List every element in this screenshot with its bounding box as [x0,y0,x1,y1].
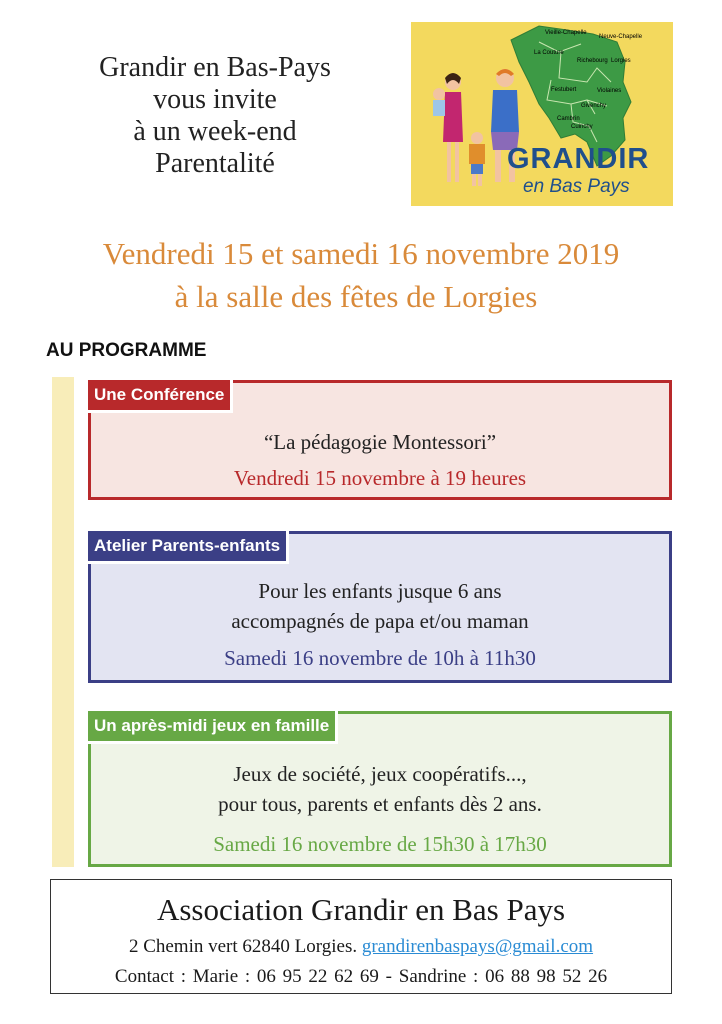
invitation-heading [40,52,390,180]
program-item-schedule: Samedi 16 novembre de 15h30 à 17h30 [213,832,547,856]
heading-line: Grandir en Bas-Pays [99,52,331,83]
postal-address: 2 Chemin vert 62840 Lorgies. [128,936,358,957]
program-title: AU PROGRAMME [46,340,207,361]
town-label: Cambrin [557,116,580,122]
program-item-tab: Une Conférence [88,380,233,413]
program-item-description: accompagnés de papa et/ou maman [231,609,529,633]
town-label: Neuve-Chapelle [599,34,643,40]
program-item-conference [88,380,672,500]
program-item-description: Jeux de société, jeux coopératifs..., [233,762,527,786]
heading-line: Parentalité [155,148,275,179]
town-label: Givenchy [581,103,607,109]
program-item-tab: Un après-midi jeux en famille [88,711,338,744]
program-item-description: pour tous, parents et enfants dès 2 ans. [218,792,542,816]
town-label: Lorgies [611,58,631,64]
address-line [51,934,671,960]
program-item-schedule: Samedi 16 novembre de 10h à 11h30 [224,646,536,670]
program-item-workshop [88,531,672,683]
heading-line: à un week-end [133,116,297,147]
event-dates: Vendredi 15 et samedi 16 novembre 2019 [102,236,620,271]
town-label: Vieille-Chapelle [545,30,587,36]
town-label: Richebourg [577,58,608,64]
event-venue: à la salle des fêtes de Lorgies [174,279,538,314]
contact-footer [50,879,672,994]
logo-brand-subtitle: en Bas Pays [523,176,630,197]
grandir-logo [411,22,673,206]
heading-line: vous invite [153,84,277,115]
program-item-description: Pour les enfants jusque 6 ans [258,579,502,603]
town-label: Festubert [551,87,577,93]
town-label: Cuinchy [571,124,593,130]
association-name: Association Grandir en Bas Pays [156,892,566,927]
logo-illustration [411,22,673,206]
town-label: Violaines [597,88,622,94]
program-item-tab: Atelier Parents-enfants [88,531,289,564]
program-item-description: “La pédagogie Montessori” [263,430,497,454]
program-item-games [88,711,672,867]
program-item-schedule: Vendredi 15 novembre à 19 heures [233,466,527,490]
email-link[interactable]: grandirenbaspays@gmail.com [361,936,594,957]
logo-brand-name: GRANDIR [507,143,650,175]
contact-phones: Contact : Marie : 06 95 22 62 69 - Sandrine : 06 88 98 52 26 [114,966,608,987]
town-label: La Couture [534,50,564,56]
program-side-bar [52,377,74,867]
